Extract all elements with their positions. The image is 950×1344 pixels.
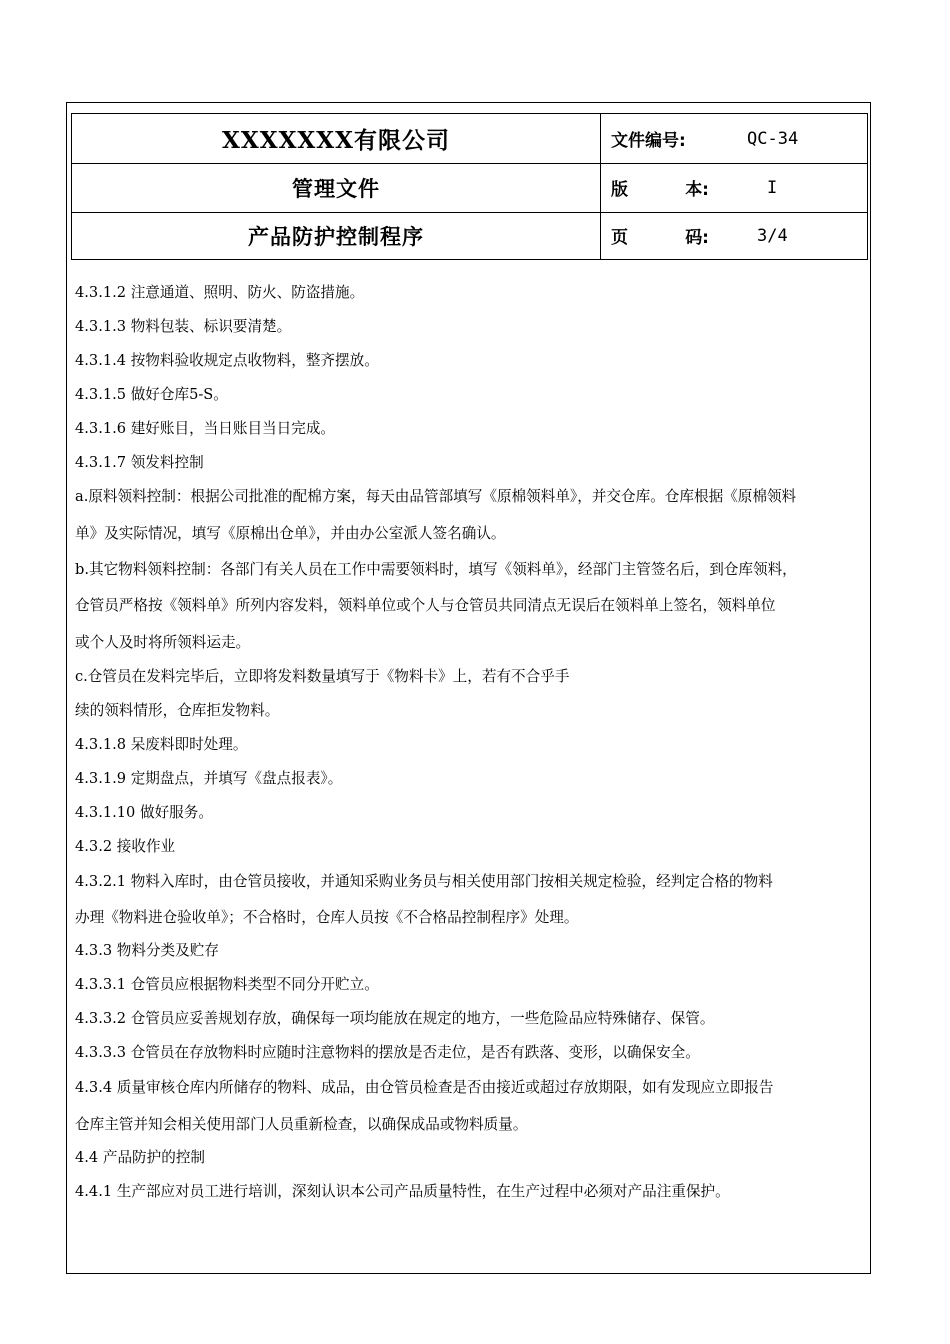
body-line: 单》及实际情况，填写《原棉出仓单》，并由办公室派人签名确认。 — [75, 525, 506, 542]
version-label-a: 版 — [611, 180, 628, 200]
version-cell — [611, 163, 866, 212]
body-line: b.其它物料领料控制：各部门有关人员在工作中需要领料时，填写《领料单》，经部门主管签名后，到仓库领料， — [75, 561, 797, 578]
header-row-doc-type — [72, 163, 867, 213]
version-value: I — [767, 177, 778, 198]
file-number-cell — [611, 114, 866, 163]
body-line: 4.3.1.2 注意通道、照明、防火、防盗措施。 — [75, 284, 365, 301]
body-line: a.原料领料控制：根据公司批准的配棉方案，每天由品管部填写《原棉领料单》，并交仓库。仓库根据《原棉领料 — [75, 488, 797, 505]
body-line: 4.3.3.2 仓管员应妥善规划存放，确保每一项均能放在规定的地方，一些危险品应特殊储存、保管。 — [75, 1010, 715, 1027]
body-line: 4.3.2 接收作业 — [75, 838, 176, 855]
body-line: 4.3.1.6 建好账目，当日账目当日完成。 — [75, 420, 336, 437]
body-line: 办理《物料进仓验收单》；不合格时，仓库人员按《不合格品控制程序》处理。 — [75, 909, 579, 926]
body-line: 4.3.1.3 物料包装、标识要清楚。 — [75, 318, 292, 335]
body-line: 4.3.3 物料分类及贮存 — [75, 942, 219, 959]
body-line: 4.3.4 质量审核仓库内所储存的物料、成品，由仓管员检查是否由接近或超过存放期限，如有发现应立即报告 — [75, 1079, 774, 1096]
body-line: 仓库主管并知会相关使用部门人员重新检查，以确保成品或物料质量。 — [75, 1116, 528, 1133]
page-number-value: 3/4 — [757, 225, 788, 246]
page-label — [611, 223, 709, 248]
version-label-b: 本: — [685, 180, 709, 200]
header-row-title — [72, 212, 867, 259]
body-line: 4.3.1.7 领发料控制 — [75, 454, 204, 471]
body-line: c.仓管员在发料完毕后，立即将发料数量填写于《物料卡》上，若有不合乎手 — [75, 668, 570, 685]
body-line: 或个人及时将所领料运走。 — [75, 634, 251, 651]
company-name: XXXXXXX有限公司 — [72, 114, 601, 163]
page-label-b: 码: — [685, 228, 709, 248]
body-line: 仓管员严格按《领料单》所列内容发料，领料单位或个人与仓管员共同清点无误后在领料单上签名，领料单位 — [75, 597, 776, 614]
header-row-company — [72, 114, 867, 164]
file-number-label: 文件编号: — [611, 131, 686, 151]
page-label-a: 页 — [611, 228, 628, 248]
body-line: 4.3.1.8 呆废料即时处理。 — [75, 736, 248, 753]
document-header-table — [71, 113, 868, 260]
body-line: 4.3.1.4 按物料验收规定点收物料，整齐摆放。 — [75, 352, 379, 369]
body-line: 4.3.2.1 物料入库时，由仓管员接收，并通知采购业务员与相关使用部门按相关规定检验，经判定合格的物料 — [75, 873, 773, 890]
body-line: 4.3.3.3 仓管员在存放物料时应随时注意物料的摆放是否走位，是否有跌落、变形，以确保安全。 — [75, 1044, 700, 1061]
page-cell — [611, 212, 866, 259]
body-line: 4.4.1 生产部应对员工进行培训，深刻认识本公司产品质量特性，在生产过程中必须对产品注重保护。 — [75, 1183, 730, 1200]
body-line: 4.3.3.1 仓管员应根据物料类型不同分开贮立。 — [75, 976, 379, 993]
file-number-value: QC-34 — [747, 128, 799, 149]
body-line: 4.3.1.5 做好仓库5-S。 — [75, 386, 228, 403]
body-line: 4.3.1.10 做好服务。 — [75, 804, 213, 821]
document-type: 管理文件 — [72, 163, 601, 212]
document-frame — [66, 102, 871, 1274]
body-line: 4.4 产品防护的控制 — [75, 1149, 206, 1166]
body-line: 续的领料情形，仓库拒发物料。 — [75, 702, 280, 719]
document-title: 产品防护控制程序 — [72, 212, 601, 259]
body-line: 4.3.1.9 定期盘点，并填写《盘点报表》。 — [75, 770, 343, 787]
version-label — [611, 175, 709, 200]
